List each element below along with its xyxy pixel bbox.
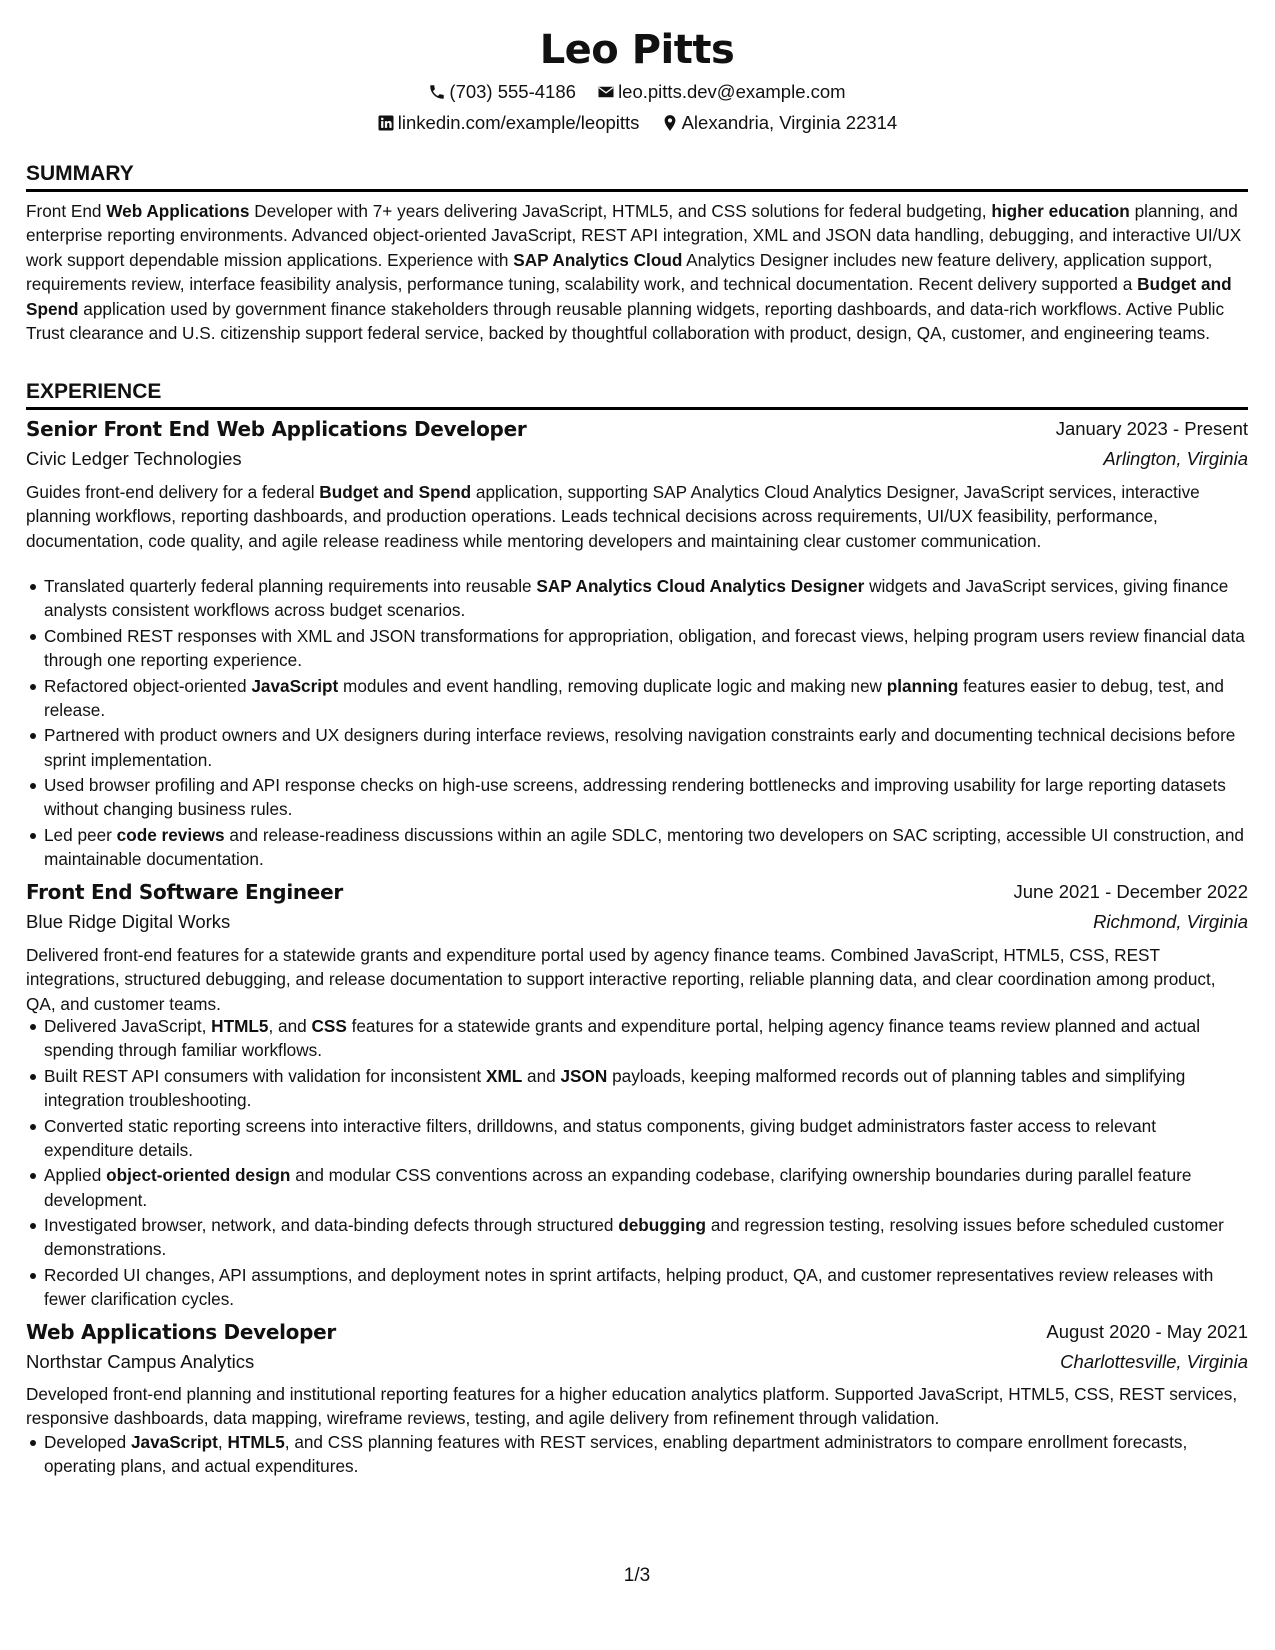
job-title: Web Applications Developer [26, 1320, 336, 1344]
job-bullets [26, 1430, 1248, 1480]
bullet-item [26, 1213, 1248, 1262]
emphasis-text: Web Applications [106, 201, 250, 221]
bullet-item [26, 723, 1248, 772]
resume-page [26, 0, 1248, 1650]
linkedin-text: linkedin.com/example/leopitts [397, 112, 640, 133]
text-run: Analytics Designer includes new feature delivery, application support, requirements review, interface feasibility analysis, performance tuning, scalability work, and technical documentation. Recent delivery supported a [26, 249, 1213, 295]
phone-text: (703) 555-4186 [449, 81, 576, 102]
text-run: Combined REST responses with XML and JSON transformations for appropriation, obligation, and forecast views, helping program users review financial data through one reporting experience. [44, 625, 1245, 671]
emphasis-text: Budget and Spend [26, 274, 1232, 319]
emphasis-text: JavaScript [251, 675, 339, 696]
emphasis-text: JSON [560, 1065, 608, 1086]
text-run: Developed [44, 1432, 131, 1452]
text-run: Converted static reporting screens into interactive filters, drilldowns, and status components, giving budget administrators faster access to relevant expenditure details. [44, 1115, 1157, 1160]
emphasis-text: higher education [991, 201, 1130, 221]
job-bullets [26, 574, 1248, 873]
emphasis-text: code reviews [116, 824, 225, 845]
text-run: Led peer [44, 824, 117, 845]
email-text: leo.pitts.dev@example.com [618, 81, 846, 102]
candidate-name: Leo Pitts [539, 27, 735, 73]
job-description [26, 1382, 1248, 1431]
bullet-item [26, 1114, 1248, 1163]
bullet-item [26, 823, 1248, 872]
job-location: Charlottesville, Virginia [1060, 1351, 1248, 1372]
emphasis-text: SAP Analytics Cloud [513, 249, 683, 270]
emphasis-text: planning [886, 675, 959, 696]
job-dates: August 2020 - May 2021 [1046, 1321, 1248, 1342]
text-run: Guides front-end delivery for a federal [26, 482, 320, 502]
bullet-item [26, 1014, 1248, 1063]
emphasis-text: SAP Analytics Cloud Analytics Designer [536, 576, 865, 596]
emphasis-text: JavaScript [130, 1432, 218, 1452]
summary-heading: SUMMARY [26, 162, 134, 185]
job-location: Richmond, Virginia [1093, 911, 1248, 932]
text-run: , [217, 1432, 228, 1452]
text-run: , and [268, 1016, 312, 1036]
text-run: Used browser profiling and API response checks on high-use screens, addressing rendering bottlenecks and improving usability for large reporting datasets without changing business rules. [44, 775, 1226, 820]
phone-icon [428, 83, 446, 101]
email-contact[interactable] [597, 80, 846, 104]
job-description [26, 480, 1248, 553]
text-run: application used by government finance stakeholders through reusable planning widgets, reporting dashboards, and data-rich workflows. Active Public Trust clearance and U.S. citizenship support federal service, backed by thoughtful collaboration with product, design, QA, customer, and engineering teams. [26, 298, 1225, 344]
page-number: 1/3 [623, 1565, 651, 1586]
text-run: Built REST API consumers with validation for inconsistent [44, 1065, 486, 1086]
text-run: and release-readiness discussions within an agile SDLC, mentoring two developers on SAC scripting, accessible UI construction, and maintainable documentation. [44, 824, 1244, 870]
company-name: Northstar Campus Analytics [26, 1351, 255, 1372]
company-name: Civic Ledger Technologies [26, 448, 242, 469]
bullet-item [26, 1163, 1248, 1212]
text-run: and modular CSS conventions across an expanding codebase, clarifying ownership boundaries during parallel feature development. [44, 1165, 1192, 1210]
emphasis-text: Budget and Spend [319, 482, 472, 502]
text-run: Applied [44, 1165, 107, 1186]
emphasis-text: HTML5 [211, 1016, 269, 1036]
text-run: Developer with 7+ years delivering JavaScript, HTML5, and CSS solutions for federal budgeting, [249, 201, 992, 221]
job-bullets [26, 1014, 1248, 1313]
text-run: modules and event handling, removing duplicate logic and making new [338, 675, 887, 696]
summary-text [26, 199, 1248, 345]
emphasis-text: object-oriented design [106, 1165, 291, 1186]
job-description [26, 943, 1248, 1016]
job-title: Senior Front End Web Applications Developer [26, 417, 527, 441]
experience-divider [26, 407, 1248, 410]
map-pin-icon [661, 114, 679, 132]
phone-contact[interactable] [428, 80, 576, 104]
text-run: Developed front-end planning and institutional reporting features for a higher education analytics platform. Supported JavaScript, HTML5, CSS, REST services, responsive dashboards, data mapping, wireframe reviews, testing, and agile delivery from refinement through validation. [26, 1384, 1238, 1429]
bullet-item [26, 1263, 1248, 1312]
text-run: and regression testing, resolving issues before scheduled customer demonstrations. [44, 1215, 1224, 1260]
location-text: Alexandria, Virginia 22314 [681, 112, 898, 133]
location-contact [661, 111, 898, 135]
contact-row-1 [26, 80, 1248, 104]
text-run: application, supporting SAP Analytics Cloud Analytics Designer, JavaScript services, interactive planning workflows, reporting dashboards, and production operations. Leads technical decisions across requirements, UI/UX feasibility, performance, documentation, code quality, and agile release readiness while mentoring developers and maintaining clear customer communication. [26, 482, 1200, 551]
text-run: planning, and enterprise reporting environments. Advanced object-oriented JavaScript, REST API integration, XML and JSON data handling, debugging, and interactive UI/UX work support dependable mission applications. Experience with [26, 201, 1242, 270]
summary-divider [26, 189, 1248, 192]
text-run: widgets and JavaScript services, giving finance analysts consistent workflows across budget scenarios. [44, 576, 1229, 621]
bullet-item [26, 773, 1248, 822]
emphasis-text: CSS [311, 1016, 347, 1036]
text-run: features easier to debug, test, and release. [44, 675, 1224, 720]
linkedin-contact[interactable] [377, 111, 640, 135]
text-run: , and CSS planning features with REST services, enabling department administrators to compare enrollment forecasts, operating plans, and actual expenditures. [44, 1432, 1188, 1477]
text-run: Delivered front-end features for a statewide grants and expenditure portal used by agency finance teams. Combined JavaScript, HTML5, CSS, REST integrations, structured debugging, and release documentation to support interactive reporting, reliable planning data, and clear coordination among product, QA, and customer teams. [26, 945, 1216, 1014]
text-run: Refactored object-oriented [44, 675, 252, 696]
linkedin-icon [377, 114, 395, 132]
contact-row-2 [26, 111, 1248, 135]
text-run: payloads, keeping malformed records out of planning tables and simplifying integration troubleshooting. [44, 1065, 1186, 1111]
text-run: Partnered with product owners and UX designers during interface reviews, resolving navigation constraints early and documenting technical decisions before sprint implementation. [44, 725, 1236, 770]
text-run: Translated quarterly federal planning requirements into reusable [44, 576, 537, 596]
text-run: Investigated browser, network, and data-binding defects through structured [44, 1215, 619, 1236]
bullet-item [26, 1430, 1248, 1479]
emphasis-text: XML [485, 1065, 523, 1086]
job-dates: June 2021 - December 2022 [1013, 881, 1248, 902]
emphasis-text: debugging [618, 1215, 707, 1236]
bullet-item [26, 574, 1248, 623]
bullet-item [26, 624, 1248, 673]
job-location: Arlington, Virginia [1103, 448, 1248, 469]
job-title: Front End Software Engineer [26, 880, 343, 904]
job-dates: January 2023 - Present [1055, 418, 1248, 439]
text-run: features for a statewide grants and expenditure portal, helping agency finance teams review planned and actual spending through familiar workflows. [44, 1016, 1201, 1061]
text-run: Recorded UI changes, API assumptions, and deployment notes in sprint artifacts, helping product, QA, and customer representatives review releases with fewer clarification cycles. [44, 1264, 1214, 1310]
envelope-icon [597, 83, 615, 101]
text-run: Delivered JavaScript, [44, 1016, 212, 1036]
company-name: Blue Ridge Digital Works [26, 911, 231, 932]
text-run: Front End [26, 201, 107, 221]
bullet-item [26, 1064, 1248, 1113]
experience-heading: EXPERIENCE [26, 380, 162, 403]
emphasis-text: HTML5 [227, 1432, 285, 1452]
text-run: and [522, 1065, 561, 1086]
bullet-item [26, 674, 1248, 723]
